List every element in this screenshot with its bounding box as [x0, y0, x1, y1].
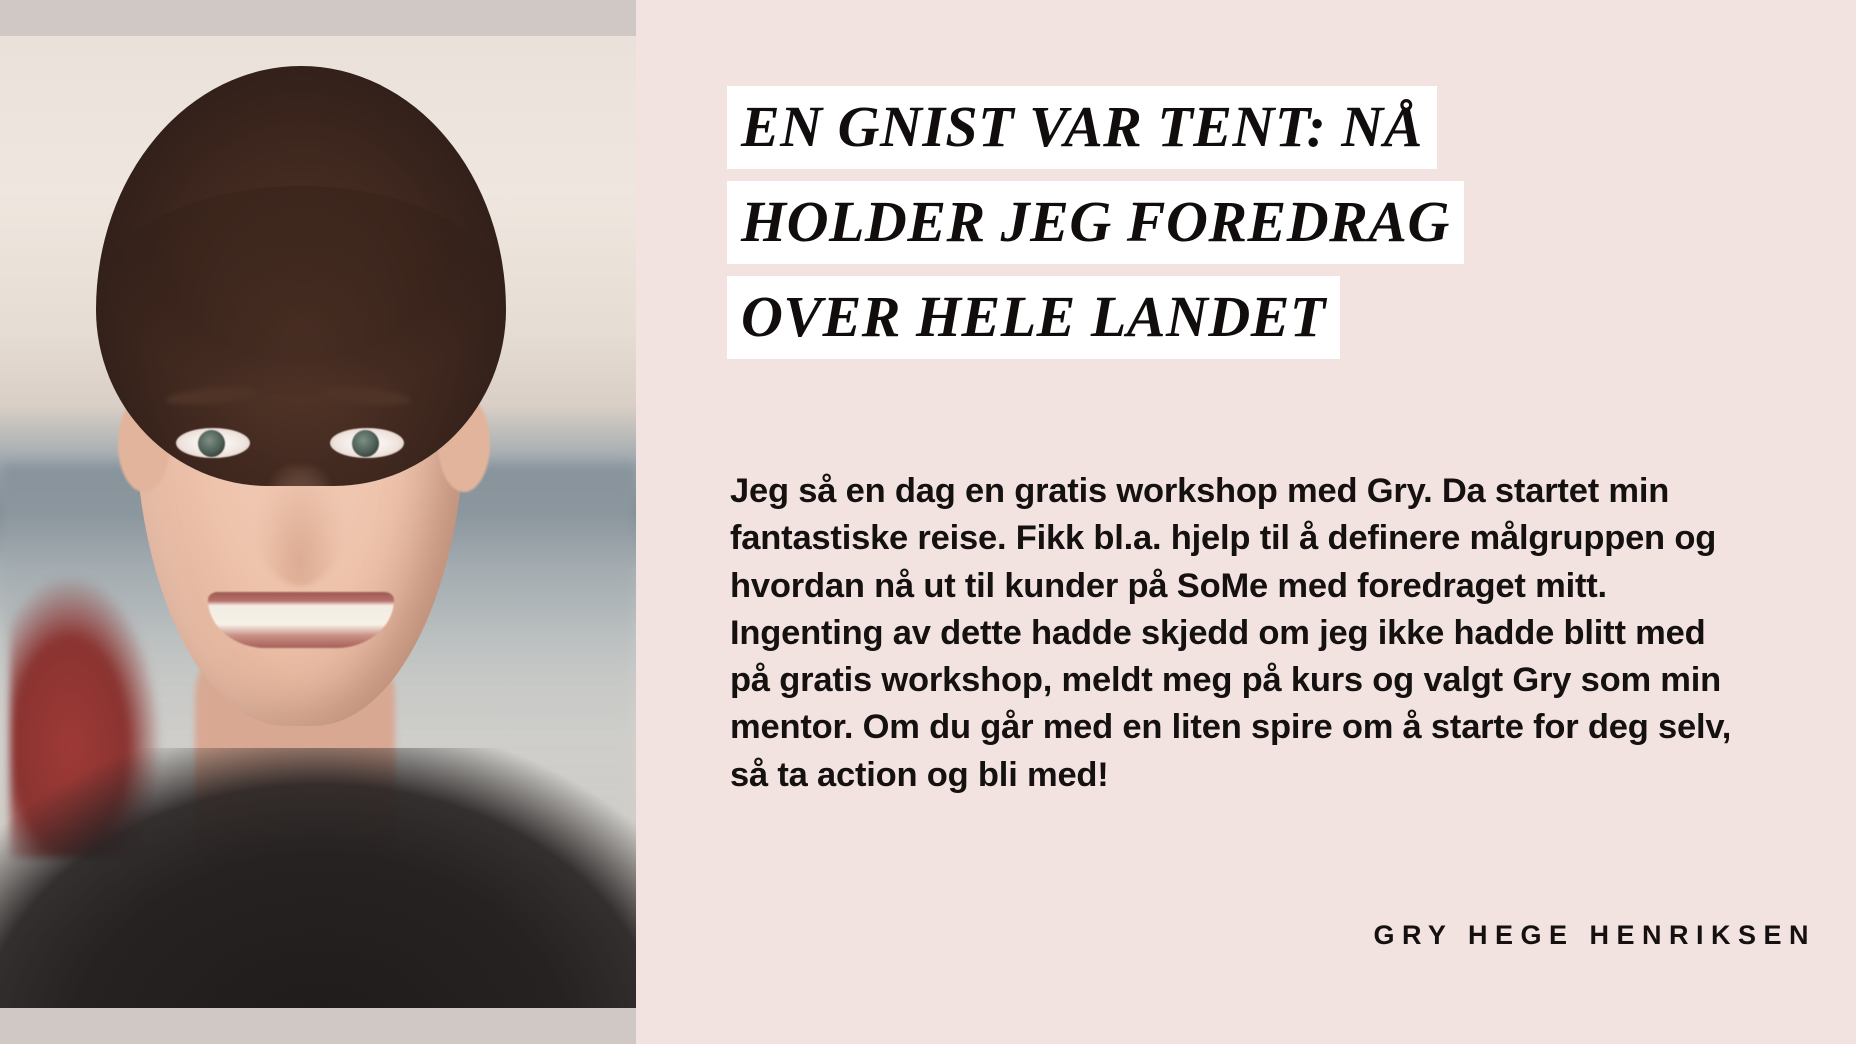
- portrait-photo-frame: [0, 36, 636, 1008]
- headline-line-3: OVER HELE LANDET: [727, 276, 1340, 359]
- testimonial-attribution: GRY HEGE HENRIKSEN: [1373, 920, 1816, 950]
- headline-line-1: EN GNIST VAR TENT: NÅ: [727, 86, 1437, 169]
- headline-line-2: HOLDER JEG FOREDRAG: [727, 181, 1464, 264]
- photo-subject-shoulders: [0, 748, 636, 1008]
- photo-subject: [0, 36, 636, 1008]
- headline: [727, 86, 1727, 371]
- testimonial-content: [636, 0, 1856, 1044]
- photo-subject-smile: [208, 592, 394, 648]
- photo-subject-iris-right: [352, 430, 379, 457]
- photo-subject-eye-right: [330, 428, 404, 458]
- photo-subject-nose: [258, 466, 342, 586]
- portrait-photo: [0, 0, 636, 1044]
- testimonial-body-text: Jeg så en dag en gratis workshop med Gry. Da startet min fantastiske reise. Fikk bl.a. hjelp til å definere målgruppen og hvordan nå ut til kunder på SoMe med foredraget mitt. Ingenting av dette hadde skjedd om jeg ikke hadde blitt med på gratis workshop, meldt meg på kurs og valgt Gry som min mentor. Om du går med en liten spire om å starte for deg selv, så ta action og bli med!: [730, 472, 1732, 794]
- photo-subject-eye-left: [176, 428, 250, 458]
- photo-subject-iris-left: [198, 430, 225, 457]
- photo-subject-hair: [96, 66, 506, 486]
